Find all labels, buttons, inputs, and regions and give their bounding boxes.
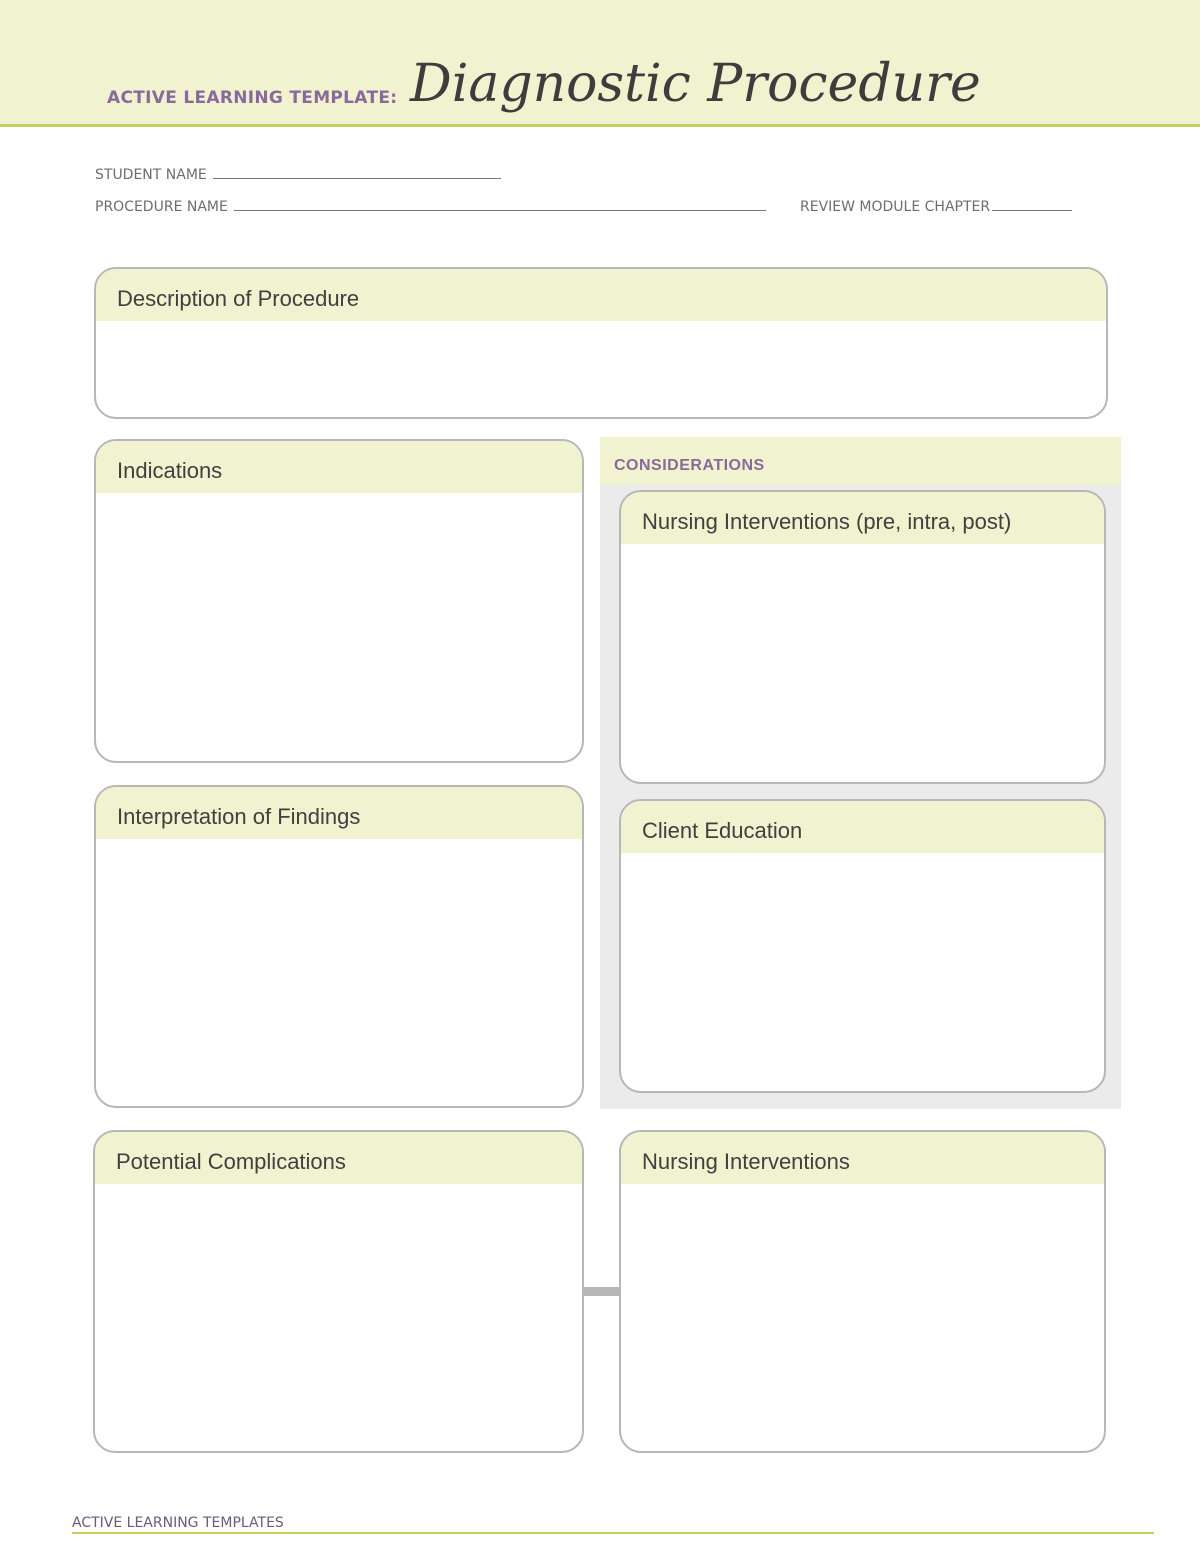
procedure-name-field[interactable] — [95, 198, 766, 215]
client-education-heading: Client Education — [621, 801, 1104, 853]
template-label: ACTIVE LEARNING TEMPLATE: — [107, 88, 398, 108]
connector-bar — [583, 1287, 620, 1296]
procedure-name-label: PROCEDURE NAME — [95, 199, 228, 215]
footer-label: ACTIVE LEARNING TEMPLATES — [72, 1515, 284, 1531]
review-module-chapter-line[interactable] — [992, 198, 1072, 211]
student-name-line[interactable] — [213, 166, 501, 179]
indications-box[interactable] — [94, 439, 584, 763]
student-name-label: STUDENT NAME — [95, 167, 207, 183]
interpretation-heading: Interpretation of Findings — [96, 787, 582, 839]
review-module-chapter-field[interactable] — [800, 198, 1072, 215]
student-name-field[interactable] — [95, 166, 501, 183]
footer-rule — [72, 1532, 1154, 1534]
nursing-interventions-box[interactable] — [619, 1130, 1106, 1453]
review-module-chapter-label: REVIEW MODULE CHAPTER — [800, 199, 991, 215]
procedure-name-line[interactable] — [234, 198, 766, 211]
potential-complications-box[interactable] — [93, 1130, 584, 1453]
page-title: Diagnostic Procedure — [410, 54, 981, 114]
client-education-box[interactable] — [619, 799, 1106, 1093]
nursing-interventions-pre-intra-post-heading: Nursing Interventions (pre, intra, post) — [621, 492, 1104, 544]
interpretation-box[interactable] — [94, 785, 584, 1108]
considerations-heading: CONSIDERATIONS — [600, 437, 1121, 485]
potential-complications-heading: Potential Complications — [95, 1132, 582, 1184]
description-box[interactable] — [94, 267, 1108, 419]
indications-heading: Indications — [96, 441, 582, 493]
nursing-interventions-heading: Nursing Interventions — [621, 1132, 1104, 1184]
nursing-interventions-pre-intra-post-box[interactable] — [619, 490, 1106, 784]
description-heading: Description of Procedure — [96, 269, 1106, 321]
